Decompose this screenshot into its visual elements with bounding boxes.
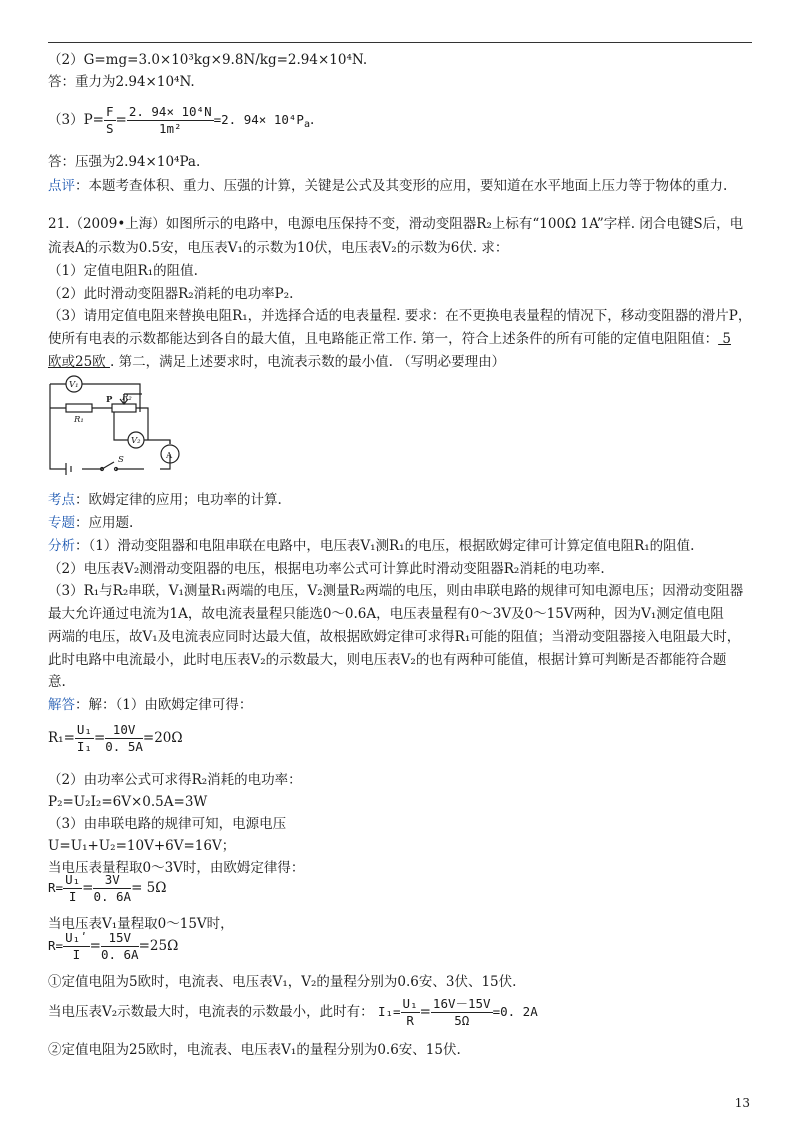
resistor-r2: [112, 404, 136, 412]
resistor-r1: [66, 404, 92, 412]
fenxi-line-5: 两端的电压，故V₁及电流表应同时达最大值，故根据欧姆定律可求得R₁可能的阻值；当滑动变阻器接入电阻最大时，: [48, 629, 741, 645]
q21-stem-line-1: 21.（2009•上海）如图所示的电路中，电源电压保持不变，滑动变阻器R₂上标有“100Ω 1A”字样. 闭合电键S后，电: [48, 216, 744, 232]
fenxi-line-7: 意.: [48, 674, 66, 690]
battery-icon: [66, 463, 71, 475]
answer-blank: 5: [718, 331, 731, 347]
label-r1: R₁: [74, 415, 84, 425]
formula-r-3v: R= $\frac{\text{U₁}}{I}$ = $\frac{3V}{0. 6A}$ = 5Ω: [48, 872, 167, 904]
header-rule: [48, 42, 752, 43]
label-p: P: [106, 395, 113, 405]
zhuanti: 专题：应用题.: [48, 515, 134, 531]
fenxi-line-1: 分析：（1）滑动变阻器和电阻串联在电路中，电压表V₁测R₁的电压，根据欧姆定律可计算定值电阻R₁的阻值.: [48, 538, 695, 554]
formula-r1: R₁= $\frac{\text{U₁}}{\text{I₁}}$ = $\frac{10V}{0. 5A}$ =20Ω: [48, 722, 183, 754]
prev-line-2: （2）G=mg=3.0×10³kg×9.8N/kg=2.94×10⁴N.: [48, 52, 368, 68]
label-s: S: [118, 455, 124, 465]
solution-2: （2）由功率公式可求得R₂消耗的电功率：: [48, 772, 302, 788]
wire-right: [148, 440, 170, 444]
q21-sub-3a: （3）请用定值电阻来替换电阻R₁，并选择合适的电表量程. 要求：在不更换电表量程的情况下，移动变阻器的滑片P，: [48, 308, 752, 324]
q21-sub-3c: 欧或25欧 . 第二，满足上述要求时，电流表示数的最小值. （写明必要理由）: [48, 354, 506, 370]
conclusion-2: ②定值电阻为25欧时，电流表、电压表V₁的量程分别为0.6安、15伏.: [48, 1042, 461, 1058]
solution-3: （3）由串联电路的规律可知，电源电压: [48, 816, 287, 832]
prev-formula-3: （3）P= $\frac{F}{S}$ = $\frac{\text{2. 94× 10⁴N}}{\text{1m²}}$ =2. $94\times 10^4P_a$.: [48, 104, 315, 136]
page-number: 13: [734, 1096, 750, 1110]
case-1: 当电压表量程取0～3V时，由欧姆定律得：: [48, 860, 305, 876]
conclusion-1: ①定值电阻为5欧时，电流表、电压表V₁，V₂的量程分别为0.6安、3伏、15伏.: [48, 974, 517, 990]
conclusion-1b: 当电压表V₂示数最大时，电流表的示数最小，此时有： I₁= $\frac{\text{U₁}}{R}$ = $\frac{16V-15V}{5\Omega}$ =0. 2A: [48, 996, 538, 1028]
q21-sub-1: （1）定值电阻R₁的阻值.: [48, 263, 198, 279]
fenxi-line-3: （3）R₁与R₂串联，V₁测量R₁两端的电压，V₂测量R₂两端的电压，则由串联电路的规律可知电源电压；因滑动变阻器: [48, 583, 744, 599]
answer-blank: 欧或25欧: [48, 354, 110, 370]
label-r2: R₂: [122, 393, 132, 403]
circuit-diagram: [44, 372, 184, 482]
label-a: A: [166, 451, 173, 461]
formula-r-15v: R= $\frac{\text{U₁ʹ}}{I}$ = $\frac{15V}{0. 6A}$ =25Ω: [48, 930, 179, 962]
prev-answer-2: 答：重力为2.94×10⁴N.: [48, 74, 195, 90]
label-v1: V₁: [69, 380, 79, 390]
prev-comment: 点评：本题考查体积、重力、压强的计算，关键是公式及其变形的应用，要知道在水平地面上压力等于物体的重力.: [48, 178, 728, 194]
fenxi-line-6: 此时电路中电流最小，此时电压表V₂的示数最大，则电压表V₂的也有两种可能值，根据计算可判断是否都能符合题: [48, 652, 727, 668]
fenxi-line-2: （2）电压表V₂测滑动变阻器的电压，根据电功率公式可计算此时滑动变阻器R₂消耗的电功率.: [48, 561, 605, 577]
label-v2: V₂: [131, 436, 141, 446]
prev-answer-3: 答：压强为2.94×10⁴Pa.: [48, 154, 201, 170]
q21-stem-line-2: 流表A的示数为0.5安，电压表V₁的示数为10伏，电压表V₂的示数为6伏. 求：: [48, 240, 509, 256]
solution-intro: 解答：解：（1）由欧姆定律可得：: [48, 697, 253, 713]
q21-sub-3b: 使所有电表的示数都能达到各自的最大值，且电路能正常工作. 第一，符合上述条件的所有可能的定值电阻阻值： 5: [48, 331, 731, 347]
formula-u: U=U₁+U₂=10V+6V=16V；: [48, 838, 236, 854]
formula-p2: P₂=U₂I₂=6V×0.5A=3W: [48, 794, 208, 810]
fenxi-line-4: 最大允许通过电流为1A，故电流表量程只能选0～0.6A，电压表量程有0～3V及0～15V两种，因为V₁测定值电阻: [48, 606, 724, 622]
kaodian: 考点：欧姆定律的应用；电功率的计算.: [48, 492, 282, 508]
q21-sub-2: （2）此时滑动变阻器R₂消耗的电功率P₂.: [48, 286, 294, 302]
case-2: 当电压表V₁量程取0～15V时，: [48, 916, 234, 932]
